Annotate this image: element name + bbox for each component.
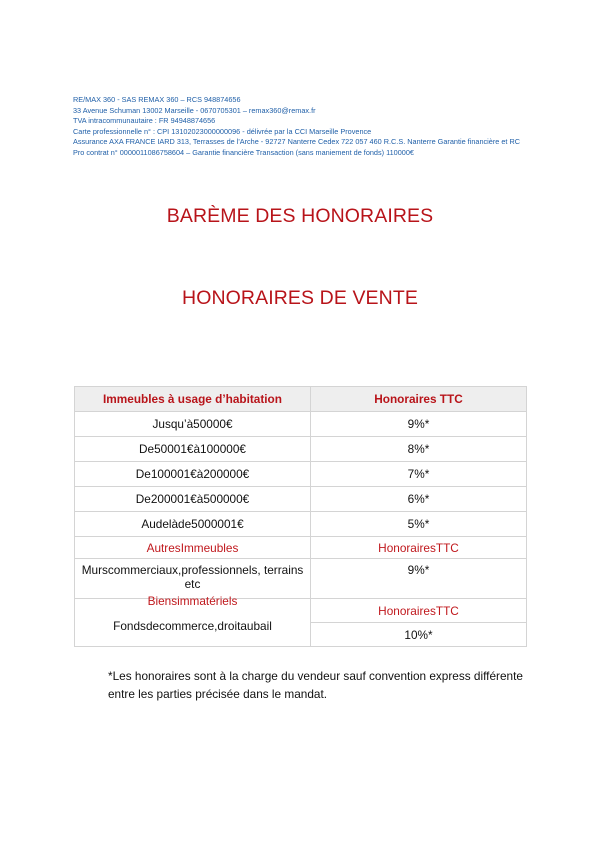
header-line-vat: TVA intracommunautaire : FR 94948874656 <box>73 116 216 126</box>
table-row <box>75 487 527 512</box>
intangible-assets-cell <box>75 594 311 647</box>
table-row <box>75 412 527 437</box>
page-title: BARÈME DES HONORAIRES <box>166 205 434 227</box>
table-section-row <box>75 537 527 559</box>
section-fee-header: HonorairesTTC <box>311 537 527 559</box>
table-row <box>75 512 527 537</box>
section-label-other-properties: AutresImmeubles <box>75 537 311 559</box>
price-range: De100001€à200000€ <box>75 462 311 487</box>
business-assets-fee-rate: 10%* <box>311 623 527 647</box>
table-row <box>75 462 527 487</box>
section-fee-header: HonorairesTTC <box>311 599 527 623</box>
fee-rate: 7%* <box>311 462 527 487</box>
fee-rate: 5%* <box>311 512 527 537</box>
table-row <box>75 559 527 599</box>
price-range: Jusqu’à50000€ <box>75 412 311 437</box>
section-label-intangible-assets: Biensimmatériels <box>147 594 238 608</box>
business-assets-label: Fondsdecommerce,droitaubail <box>113 619 272 633</box>
header-line-address: 33 Avenue Schuman 13002 Marseille - 0670705301 – remax360@remax.fr <box>73 105 316 115</box>
column-header-fees: Honoraires TTC <box>311 387 527 412</box>
fee-footnote: *Les honoraires sont à la charge du vendeur sauf convention express différente entre les parties précisée dans le mandat. <box>108 669 523 701</box>
section-title: HONORAIRES DE VENTE <box>182 287 418 309</box>
column-header-property: Immeubles à usage d’habitation <box>75 387 311 412</box>
fee-table <box>74 386 527 647</box>
table-header-row <box>75 387 527 412</box>
fee-rate: 9%* <box>311 412 527 437</box>
price-range: De50001€à100000€ <box>75 437 311 462</box>
header-line-company: RE/MAX 360 - SAS REMAX 360 – RCS 948874656 <box>73 95 241 104</box>
table-section-row <box>75 599 527 623</box>
header-line-insurance: Assurance AXA FRANCE IARD 313, Terrasses de l'Arche - 92727 Nanterre Cedex 722 057 460 R.C.S. Nanterre Garantie financière et RC Pro contrat n° 0000011086758604 – Garantie financière Transaction (sans maniement de fonds) 110000€ <box>73 137 520 157</box>
commercial-fee-rate: 9%* <box>311 559 527 599</box>
price-range: De200001€à500000€ <box>75 487 311 512</box>
table-row <box>75 437 527 462</box>
agency-header <box>73 95 533 159</box>
price-range: Audelàde5000001€ <box>75 512 311 537</box>
fee-rate: 8%* <box>311 437 527 462</box>
fee-rate: 6%* <box>311 487 527 512</box>
header-line-card: Carte professionnelle n° : CPI 13102023000000096 - délivrée par la CCI Marseille Provence <box>73 126 372 136</box>
commercial-property-label: Murscommerciaux,professionnels, terrains etc <box>75 559 311 599</box>
